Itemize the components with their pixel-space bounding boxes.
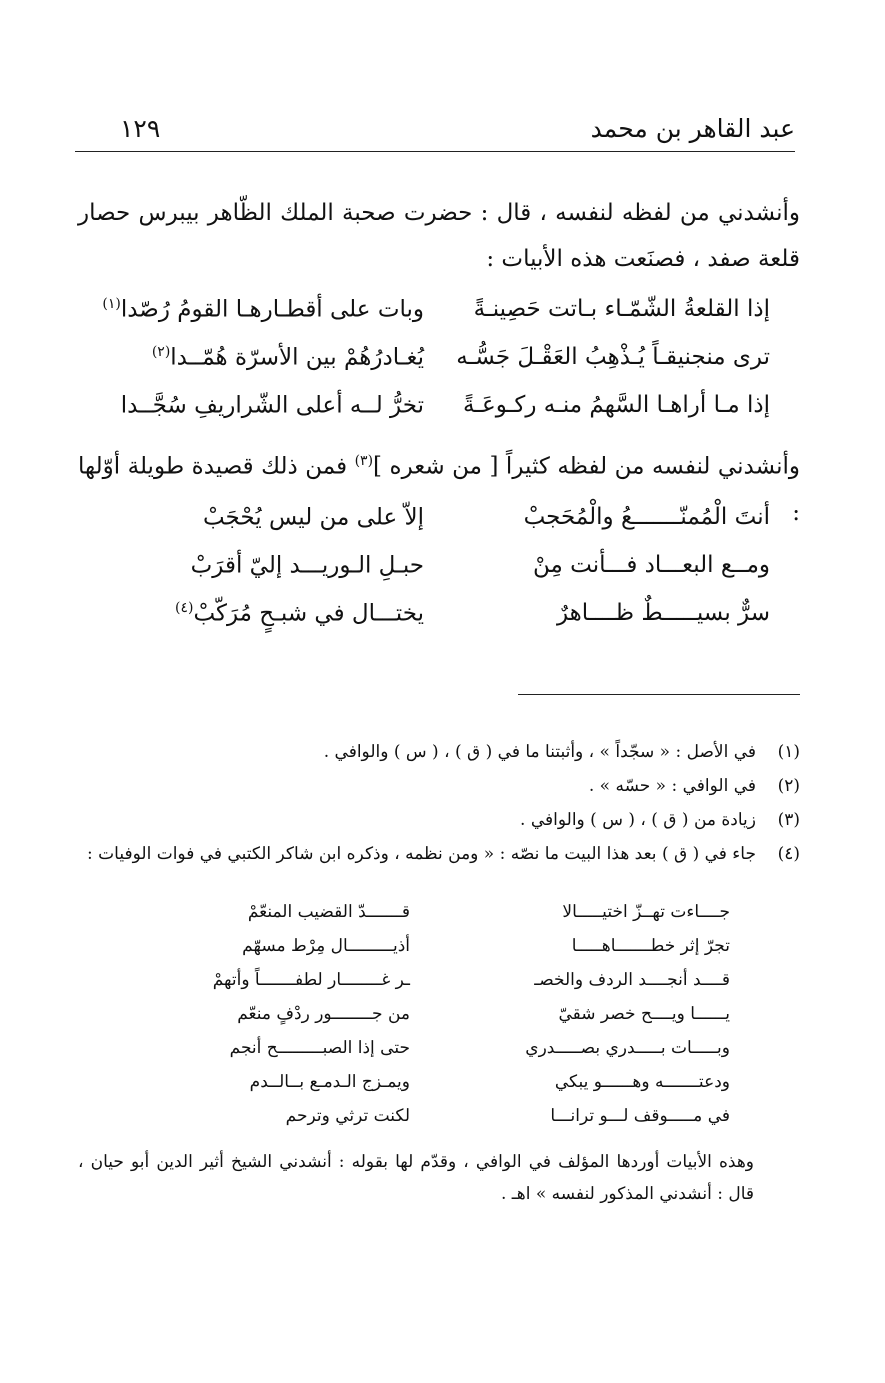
verse-first-hemistich: ومــع البعـــاد فـــأنت مِنْ <box>532 552 770 578</box>
footnote <box>87 842 800 876</box>
poem-long-qasida <box>78 498 800 642</box>
verse-second-hemistich <box>114 392 424 419</box>
footnote-ref: (١) <box>102 296 121 312</box>
footnote-text: زيادة من ( ق ) ، ( س ) والوافي . <box>520 810 756 830</box>
page-header <box>75 108 795 148</box>
footnote-number: (٢) <box>777 776 800 796</box>
footnote-ref: (٢) <box>151 344 171 360</box>
footnote-closing-text: وهذه الأبيات أوردها المؤلف في الوافي ، وقدّم لها بقوله : أنشدني الشيخ أثير الدين أبو حيان ، قال : أنشدني المذكور لنفسه » اهـ . <box>78 1152 754 1204</box>
footnote-rule <box>518 694 800 695</box>
hemistich-text: يُغـادرُهُمْ بين الأسرّة هُمّــدا <box>170 344 424 371</box>
verse-second-hemistich: قـــــــدّ القضيب المنعّمْ <box>247 902 410 922</box>
verse-second-hemistich <box>114 344 424 371</box>
verse-first-hemistich: تجرّ إثر خطـــــــاهـــــا <box>571 936 730 956</box>
verse-second-hemistich: ـر غــــــــار لطفـــــــاً وأتهمْ <box>212 970 410 990</box>
footnote-number: (٤) <box>777 844 800 864</box>
footnote <box>110 808 800 842</box>
verse-first-hemistich: جــــاءت تهــزّ اختيـــــالا <box>562 902 730 922</box>
footnote <box>110 774 800 808</box>
verse-first-hemistich: قــــد أنجــــد الردف والخصـ <box>534 970 730 990</box>
verse-line <box>78 290 800 338</box>
verse-second-hemistich <box>114 504 424 531</box>
hemistich-text: حبـلِ الـوريـــد إليّ أقرَبْ <box>190 552 424 579</box>
verse-line <box>150 968 730 1002</box>
footnotes <box>87 740 800 876</box>
verse-line <box>150 1070 730 1104</box>
hemistich-text: وبات على أقطـارهـا القومُ رُصّدا <box>120 296 424 323</box>
running-title: عبد القاهر بن محمد <box>590 114 795 143</box>
footnote-text: في الأصل : « سجّداً » ، وأثبتنا ما في ( ق ) ، ( س ) والوافي . <box>323 742 756 762</box>
verse-first-hemistich: سرٌّ بسيـــــطٌ ظــــاهرٌ <box>556 600 770 626</box>
verse-second-hemistich <box>102 296 424 323</box>
verse-second-hemistich: لكنت ترثي وترحم <box>285 1106 410 1126</box>
hemistich-text: يختـــال في شبـحٍ مُرَكّبْ <box>193 600 424 627</box>
verse-first-hemistich: أنتَ الْمُمنّـــــــعُ والْمُحَجبْ <box>523 504 770 530</box>
paragraph-text: وأنشدني لنفسه من لفظه كثيراً [ من شعره ] <box>373 453 800 480</box>
footnote-text: في الوافي : « حسّه » . <box>588 776 756 796</box>
verse-first-hemistich: يــــــا ويــــح خصر شقيّ <box>558 1004 730 1024</box>
verse-line <box>78 386 800 434</box>
verse-line <box>150 1036 730 1070</box>
verse-first-hemistich: وبـــــات بـــــدري بصـــــدري <box>525 1038 730 1058</box>
intro-paragraph: وأنشدني من لفظه لنفسه ، قال : حضرت صحبة الملك الظّاهر بيبرس حصار قلعة صفد ، فصنَعت هذه الأبيات : <box>78 200 800 272</box>
verse-second-hemistich <box>114 600 424 627</box>
hemistich-text: إلاّ على من ليس يُحْجَبْ <box>202 504 424 531</box>
verse-line <box>150 1104 730 1138</box>
hemistich-text: تخرُّ لــه أعلى الشّراريفِ سُجَّــدا <box>120 392 424 419</box>
verse-line <box>150 934 730 968</box>
footnote-number: (٣) <box>777 810 800 830</box>
verse-line <box>78 498 800 546</box>
verse-line <box>78 594 800 642</box>
header-rule <box>75 151 795 152</box>
verse-first-hemistich: ترى منجنيقـاً يُـذْهِبُ العَقْـلَ جَسُّـه <box>456 344 770 370</box>
paragraph-text: فمن ذلك قصيدة طويلة أوّلها : <box>78 453 800 526</box>
verse-first-hemistich: إذا القلعةُ الشّمّـاء بـاتت حَصِينـةً <box>473 296 770 322</box>
footnote-number: (١) <box>777 742 800 762</box>
verse-first-hemistich: في مـــــوقف لـــو ترانـــا <box>550 1106 730 1126</box>
verse-line <box>78 338 800 386</box>
verse-line <box>78 546 800 594</box>
footnote-ref: (٣) <box>354 453 374 469</box>
verse-line <box>150 1002 730 1036</box>
verse-line <box>150 900 730 934</box>
verse-second-hemistich: أذيـــــــــال مِرْط مسهّم <box>242 936 410 956</box>
footnote-ref: (٤) <box>174 600 194 616</box>
footnote <box>110 740 800 774</box>
verse-first-hemistich: إذا مـا أراهـا السَّهمُ منـه ركـوعَـةً <box>462 392 770 418</box>
footnote-text: جاء في ( ق ) بعد هذا البيت ما نصّه : « ومن نظمه ، وذكره ابن شاكر الكتبي في فوات الوفيات : <box>87 844 756 864</box>
poem-siege-verses <box>78 290 800 434</box>
verse-second-hemistich <box>114 552 424 579</box>
page-number: ١٢٩ <box>120 114 161 143</box>
footnote-poem <box>150 900 730 1138</box>
verse-second-hemistich: ويمـزج الـدمـع بــالــدم <box>249 1072 410 1092</box>
verse-second-hemistich: من جــــــــور ردْفٍ منعّم <box>237 1004 410 1024</box>
verse-first-hemistich: ودعتـــــــه وهــــــو يبكي <box>554 1072 730 1092</box>
verse-second-hemistich: حتى إذا الصبـــــــــح أنجم <box>229 1038 410 1058</box>
